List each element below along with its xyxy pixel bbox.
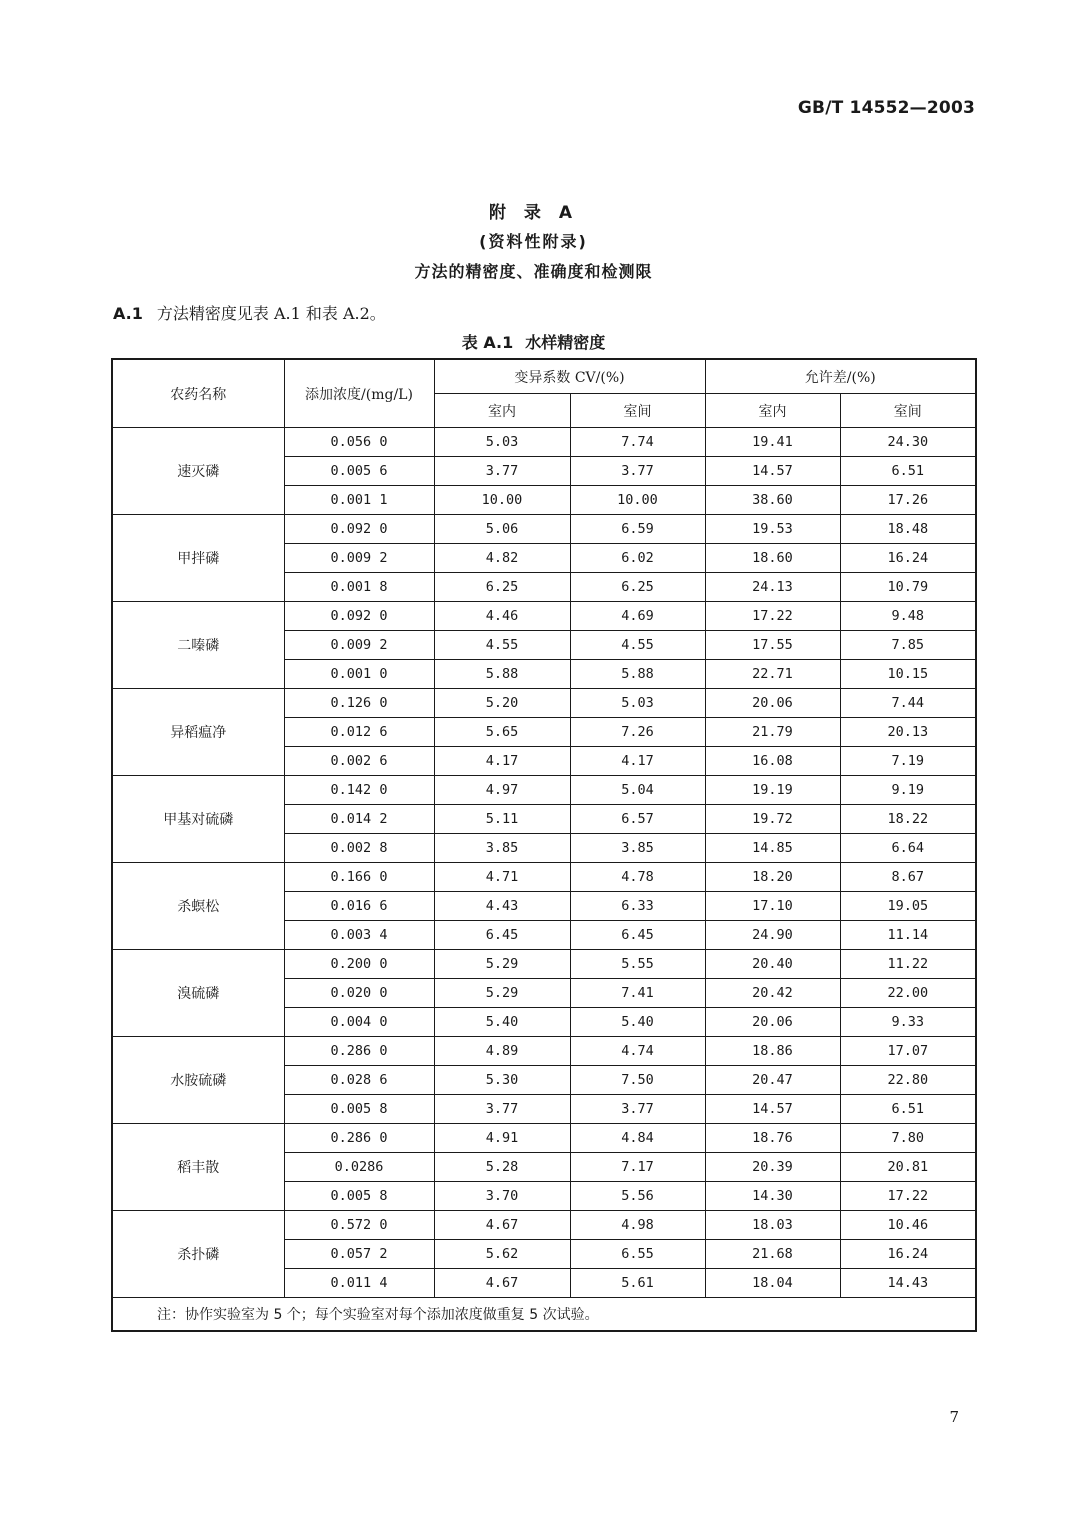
table-row: [112, 776, 976, 805]
cv-within-cell: 5.28: [434, 1153, 570, 1182]
concentration-cell: 0.005 8: [284, 1182, 434, 1211]
table-title-text: 水样精密度: [525, 333, 606, 352]
cv-between-cell: 5.88: [570, 660, 705, 689]
cv-between-cell: 6.45: [570, 921, 705, 950]
tol-within-cell: 20.42: [705, 979, 840, 1008]
header-concentration: 添加浓度/(mg/L): [284, 359, 434, 428]
table-number: 表 A.1: [461, 333, 514, 352]
header-tol-between: 室间: [840, 394, 976, 428]
cv-within-cell: 6.45: [434, 921, 570, 950]
concentration-cell: 0.286 0: [284, 1124, 434, 1153]
cv-within-cell: 4.55: [434, 631, 570, 660]
tol-within-cell: 19.72: [705, 805, 840, 834]
tol-between-cell: 6.64: [840, 834, 976, 863]
concentration-cell: 0.200 0: [284, 950, 434, 979]
tol-between-cell: 19.05: [840, 892, 976, 921]
cv-within-cell: 5.62: [434, 1240, 570, 1269]
cv-between-cell: 5.03: [570, 689, 705, 718]
concentration-cell: 0.002 6: [284, 747, 434, 776]
tol-between-cell: 9.19: [840, 776, 976, 805]
cv-between-cell: 4.78: [570, 863, 705, 892]
table-row: [112, 863, 976, 892]
concentration-cell: 0.001 1: [284, 486, 434, 515]
cv-between-cell: 4.17: [570, 747, 705, 776]
tol-between-cell: 24.30: [840, 428, 976, 457]
cv-within-cell: 4.89: [434, 1037, 570, 1066]
appendix-title: 附 录 A: [489, 203, 578, 223]
cv-within-cell: 4.82: [434, 544, 570, 573]
header-cv-within: 室内: [434, 394, 570, 428]
cv-within-cell: 3.85: [434, 834, 570, 863]
appendix-subtitle: (资料性附录): [479, 232, 588, 251]
tol-within-cell: 38.60: [705, 486, 840, 515]
tol-within-cell: 18.76: [705, 1124, 840, 1153]
header-cv: 变异系数 CV/(%): [434, 359, 705, 394]
table-note: 注：协作实验室为 5 个；每个实验室对每个添加浓度做重复 5 次试验。: [112, 1298, 976, 1332]
tol-within-cell: 18.04: [705, 1269, 840, 1298]
tol-within-cell: 20.47: [705, 1066, 840, 1095]
concentration-cell: 0.0286: [284, 1153, 434, 1182]
cv-within-cell: 4.17: [434, 747, 570, 776]
concentration-cell: 0.020 0: [284, 979, 434, 1008]
cv-within-cell: 5.03: [434, 428, 570, 457]
header-cv-between: 室间: [570, 394, 705, 428]
cv-between-cell: 6.02: [570, 544, 705, 573]
tol-between-cell: 9.33: [840, 1008, 976, 1037]
concentration-cell: 0.005 8: [284, 1095, 434, 1124]
pesticide-name: 水胺硫磷: [112, 1037, 284, 1124]
concentration-cell: 0.001 0: [284, 660, 434, 689]
header-pesticide: 农药名称: [112, 359, 284, 428]
tol-within-cell: 19.53: [705, 515, 840, 544]
pesticide-name: 稻丰散: [112, 1124, 284, 1211]
pesticide-name: 异稻瘟净: [112, 689, 284, 776]
tol-between-cell: 11.22: [840, 950, 976, 979]
tol-within-cell: 17.55: [705, 631, 840, 660]
concentration-cell: 0.014 2: [284, 805, 434, 834]
tol-between-cell: 9.48: [840, 602, 976, 631]
concentration-cell: 0.009 2: [284, 631, 434, 660]
pesticide-name: 杀扑磷: [112, 1211, 284, 1298]
table-header-row: [112, 359, 976, 394]
table-row: [112, 689, 976, 718]
cv-between-cell: 4.74: [570, 1037, 705, 1066]
concentration-cell: 0.572 0: [284, 1211, 434, 1240]
tol-between-cell: 16.24: [840, 1240, 976, 1269]
pesticide-name: 甲基对硫磷: [112, 776, 284, 863]
cv-within-cell: 6.25: [434, 573, 570, 602]
cv-between-cell: 7.41: [570, 979, 705, 1008]
concentration-cell: 0.057 2: [284, 1240, 434, 1269]
concentration-cell: 0.004 0: [284, 1008, 434, 1037]
tol-within-cell: 16.08: [705, 747, 840, 776]
cv-between-cell: 6.33: [570, 892, 705, 921]
cv-between-cell: 6.55: [570, 1240, 705, 1269]
cv-within-cell: 3.77: [434, 1095, 570, 1124]
cv-within-cell: 5.65: [434, 718, 570, 747]
table-row: [112, 515, 976, 544]
tol-between-cell: 18.22: [840, 805, 976, 834]
tol-between-cell: 7.80: [840, 1124, 976, 1153]
concentration-cell: 0.056 0: [284, 428, 434, 457]
cv-within-cell: 5.29: [434, 950, 570, 979]
tol-within-cell: 21.79: [705, 718, 840, 747]
tol-within-cell: 20.06: [705, 689, 840, 718]
cv-within-cell: 4.91: [434, 1124, 570, 1153]
tol-between-cell: 17.07: [840, 1037, 976, 1066]
cv-between-cell: 4.55: [570, 631, 705, 660]
cv-within-cell: 4.71: [434, 863, 570, 892]
tol-within-cell: 24.90: [705, 921, 840, 950]
table-row: [112, 1037, 976, 1066]
tol-within-cell: 22.71: [705, 660, 840, 689]
concentration-cell: 0.166 0: [284, 863, 434, 892]
tol-within-cell: 21.68: [705, 1240, 840, 1269]
concentration-cell: 0.001 8: [284, 573, 434, 602]
tol-within-cell: 17.22: [705, 602, 840, 631]
tol-between-cell: 10.15: [840, 660, 976, 689]
tol-between-cell: 22.80: [840, 1066, 976, 1095]
table-title: [0, 330, 1067, 353]
tol-within-cell: 18.20: [705, 863, 840, 892]
tol-between-cell: 22.00: [840, 979, 976, 1008]
tol-within-cell: 18.60: [705, 544, 840, 573]
cv-between-cell: 4.69: [570, 602, 705, 631]
clause-a1: [113, 301, 386, 324]
cv-between-cell: 7.50: [570, 1066, 705, 1095]
tol-between-cell: 7.85: [840, 631, 976, 660]
cv-between-cell: 7.74: [570, 428, 705, 457]
tol-between-cell: 8.67: [840, 863, 976, 892]
table-note-row: [112, 1298, 976, 1332]
concentration-cell: 0.286 0: [284, 1037, 434, 1066]
cv-within-cell: 4.97: [434, 776, 570, 805]
concentration-cell: 0.016 6: [284, 892, 434, 921]
table-row: [112, 1124, 976, 1153]
cv-within-cell: 4.46: [434, 602, 570, 631]
tol-within-cell: 19.41: [705, 428, 840, 457]
tol-within-cell: 14.30: [705, 1182, 840, 1211]
precision-table: [111, 358, 977, 1332]
pesticide-name: 二嗪磷: [112, 602, 284, 689]
pesticide-name: 杀螟松: [112, 863, 284, 950]
tol-within-cell: 17.10: [705, 892, 840, 921]
tol-within-cell: 14.57: [705, 457, 840, 486]
tol-between-cell: 6.51: [840, 1095, 976, 1124]
cv-within-cell: 3.77: [434, 457, 570, 486]
tol-within-cell: 14.57: [705, 1095, 840, 1124]
cv-between-cell: 3.77: [570, 457, 705, 486]
tol-between-cell: 20.81: [840, 1153, 976, 1182]
tol-between-cell: 18.48: [840, 515, 976, 544]
tol-between-cell: 11.14: [840, 921, 976, 950]
tol-within-cell: 20.39: [705, 1153, 840, 1182]
cv-between-cell: 7.17: [570, 1153, 705, 1182]
header-tol-within: 室内: [705, 394, 840, 428]
tol-between-cell: 17.22: [840, 1182, 976, 1211]
tol-within-cell: 24.13: [705, 573, 840, 602]
concentration-cell: 0.009 2: [284, 544, 434, 573]
cv-between-cell: 6.59: [570, 515, 705, 544]
tol-within-cell: 20.40: [705, 950, 840, 979]
concentration-cell: 0.012 6: [284, 718, 434, 747]
cv-within-cell: 5.30: [434, 1066, 570, 1095]
concentration-cell: 0.002 8: [284, 834, 434, 863]
cv-within-cell: 5.29: [434, 979, 570, 1008]
table-row: [112, 1211, 976, 1240]
concentration-cell: 0.092 0: [284, 602, 434, 631]
cv-within-cell: 4.67: [434, 1269, 570, 1298]
tol-between-cell: 6.51: [840, 457, 976, 486]
concentration-cell: 0.142 0: [284, 776, 434, 805]
concentration-cell: 0.092 0: [284, 515, 434, 544]
tol-within-cell: 18.03: [705, 1211, 840, 1240]
concentration-cell: 0.005 6: [284, 457, 434, 486]
cv-within-cell: 5.06: [434, 515, 570, 544]
cv-between-cell: 3.77: [570, 1095, 705, 1124]
tol-between-cell: 20.13: [840, 718, 976, 747]
cv-within-cell: 4.43: [434, 892, 570, 921]
tol-between-cell: 7.44: [840, 689, 976, 718]
pesticide-name: 速灭磷: [112, 428, 284, 515]
cv-between-cell: 5.61: [570, 1269, 705, 1298]
concentration-cell: 0.028 6: [284, 1066, 434, 1095]
cv-within-cell: 5.40: [434, 1008, 570, 1037]
cv-within-cell: 10.00: [434, 486, 570, 515]
clause-text: 方法精密度见表 A.1 和表 A.2。: [156, 304, 386, 323]
cv-within-cell: 4.67: [434, 1211, 570, 1240]
table-row: [112, 950, 976, 979]
cv-between-cell: 5.55: [570, 950, 705, 979]
tol-within-cell: 18.86: [705, 1037, 840, 1066]
cv-between-cell: 5.04: [570, 776, 705, 805]
clause-number: A.1: [113, 304, 143, 323]
standard-code: GB/T 14552—2003: [797, 98, 975, 118]
cv-within-cell: 3.70: [434, 1182, 570, 1211]
concentration-cell: 0.011 4: [284, 1269, 434, 1298]
concentration-cell: 0.003 4: [284, 921, 434, 950]
pesticide-name: 甲拌磷: [112, 515, 284, 602]
tol-between-cell: 10.46: [840, 1211, 976, 1240]
page-number: 7: [949, 1408, 959, 1426]
cv-between-cell: 7.26: [570, 718, 705, 747]
table-row: [112, 602, 976, 631]
cv-between-cell: 6.25: [570, 573, 705, 602]
appendix-heading: 方法的精密度、准确度和检测限: [414, 262, 653, 281]
cv-between-cell: 5.56: [570, 1182, 705, 1211]
tol-between-cell: 7.19: [840, 747, 976, 776]
cv-between-cell: 4.98: [570, 1211, 705, 1240]
cv-within-cell: 5.11: [434, 805, 570, 834]
cv-between-cell: 3.85: [570, 834, 705, 863]
tol-within-cell: 20.06: [705, 1008, 840, 1037]
header-tolerance: 允许差/(%): [705, 359, 976, 394]
cv-between-cell: 5.40: [570, 1008, 705, 1037]
tol-within-cell: 14.85: [705, 834, 840, 863]
cv-between-cell: 4.84: [570, 1124, 705, 1153]
cv-between-cell: 10.00: [570, 486, 705, 515]
tol-between-cell: 16.24: [840, 544, 976, 573]
tol-between-cell: 10.79: [840, 573, 976, 602]
tol-within-cell: 19.19: [705, 776, 840, 805]
cv-within-cell: 5.20: [434, 689, 570, 718]
concentration-cell: 0.126 0: [284, 689, 434, 718]
cv-within-cell: 5.88: [434, 660, 570, 689]
cv-between-cell: 6.57: [570, 805, 705, 834]
pesticide-name: 溴硫磷: [112, 950, 284, 1037]
tol-between-cell: 17.26: [840, 486, 976, 515]
table-row: [112, 428, 976, 457]
tol-between-cell: 14.43: [840, 1269, 976, 1298]
